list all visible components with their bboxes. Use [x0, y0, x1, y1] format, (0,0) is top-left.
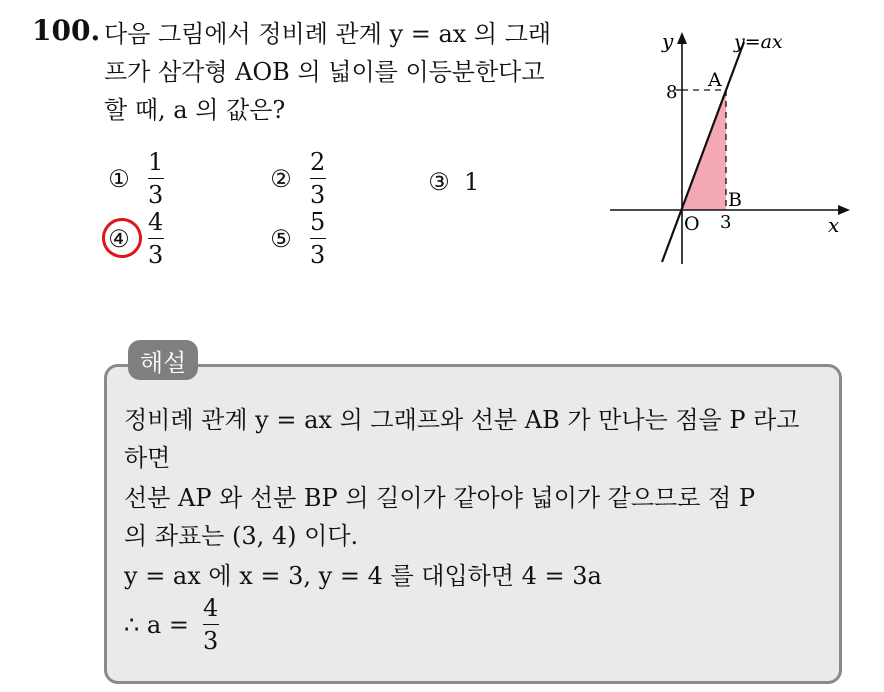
solution-line-3: 선분 AP 와 선분 BP 의 길이가 같아야 넓이가 같으므로 점 P: [124, 484, 756, 512]
choice-5[interactable]: [266, 210, 327, 267]
numerator: 1: [148, 148, 164, 176]
line-label: y=ax: [734, 31, 783, 53]
solution-line-2: 하면: [124, 444, 171, 472]
numerator: 4: [148, 208, 164, 236]
choice-fraction: [308, 150, 327, 207]
choice-number: ①: [108, 164, 130, 193]
question-line-1: 다음 그림에서 정비례 관계 y = ax 의 그래: [104, 20, 552, 48]
choice-number: ⑤: [270, 224, 292, 253]
choice-number: ③: [428, 168, 450, 196]
solution-line-1: 정비례 관계 y = ax 의 그래프와 선분 AB 가 만나는 점을 P 라고: [124, 406, 800, 434]
solution-line-5: y = ax 에 x = 3, y = 4 를 대입하면 4 = 3a: [124, 562, 602, 590]
tick-x-label: 3: [720, 212, 732, 233]
solution-line-4: 의 좌표는 (3, 4) 이다.: [124, 522, 359, 550]
tick-y-label: 8: [666, 82, 678, 103]
x-axis-arrow: [838, 205, 850, 215]
question-number: 100.: [32, 14, 101, 47]
question-line-3: 할 때, a 의 값은?: [104, 96, 286, 124]
point-b-label: B: [728, 189, 742, 211]
denominator: 3: [202, 627, 219, 655]
numerator: 2: [310, 148, 326, 176]
y-axis-arrow: [677, 32, 687, 44]
numerator: 5: [310, 208, 326, 236]
x-axis-label: x: [828, 213, 840, 237]
question-line-2: 프가 삼각형 AOB 의 넓이를 이등분한다고: [104, 58, 545, 86]
choice-3[interactable]: [424, 168, 479, 196]
denominator: 3: [148, 181, 164, 209]
choice-number: ④: [108, 224, 130, 253]
answer-fraction: [201, 596, 220, 653]
choice-fraction: [146, 210, 165, 267]
point-a-label: A: [708, 69, 722, 91]
choice-number: ②: [270, 164, 292, 193]
denominator: 3: [148, 241, 164, 269]
solution-tab: 해설: [128, 340, 198, 380]
choice-fraction: [146, 150, 165, 207]
choice-value: 1: [464, 168, 480, 196]
denominator: 3: [310, 181, 326, 209]
y-axis-label: y: [662, 29, 674, 53]
origin-label: O: [684, 213, 700, 235]
graph-line: [662, 42, 744, 262]
solution-conclusion: [124, 596, 220, 653]
choice-fraction: [308, 210, 327, 267]
denominator: 3: [310, 241, 326, 269]
numerator: 4: [202, 594, 219, 622]
coordinate-graph: [600, 20, 860, 270]
choice-2[interactable]: [266, 150, 327, 207]
choice-1[interactable]: [104, 150, 165, 207]
conclusion-prefix: ∴ a =: [124, 610, 189, 639]
